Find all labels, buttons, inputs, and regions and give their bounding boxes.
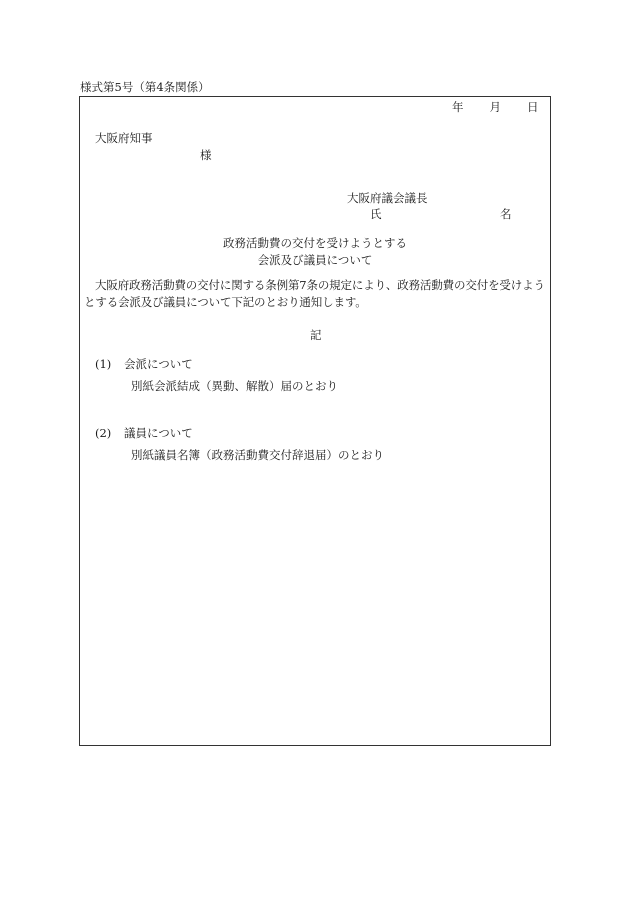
addressee-name: 大阪府知事 xyxy=(95,131,153,145)
date-line xyxy=(452,99,539,116)
item-1-number: (1) xyxy=(95,357,112,371)
notification-body: 大阪府政務活動費の交付に関する条例第7条の規定により、政務活動費の交付を受けようとする会派及び議員について下記のとおり通知します。 xyxy=(84,278,545,310)
subject-line-2: 会派及び議員について xyxy=(257,252,373,267)
item-2-title: 議員について xyxy=(124,426,193,440)
document-subject xyxy=(0,235,630,268)
addressee-honorific: 様 xyxy=(200,148,212,162)
item-2-detail: 別紙議員名簿（政務活動費交付辞退届）のとおり xyxy=(131,448,384,462)
item-1-title: 会派について xyxy=(124,357,193,371)
form-number-label: 様式第5号（第4条関係） xyxy=(80,80,210,94)
subject-line-1: 政務活動費の交付を受けようとする xyxy=(223,236,407,250)
document-frame xyxy=(79,96,551,746)
sender-name-label: 氏 xyxy=(370,207,382,221)
date-month-label: 月 xyxy=(489,100,501,114)
date-year-label: 年 xyxy=(452,100,464,114)
item-2-number: (2) xyxy=(95,426,112,440)
sender-title: 大阪府議会議長 xyxy=(347,191,428,205)
sender-name-suffix: 名 xyxy=(500,207,512,221)
item-1-detail: 別紙会派結成（異動、解散）届のとおり xyxy=(131,379,338,393)
date-day-label: 日 xyxy=(527,100,539,114)
ki-heading: 記 xyxy=(310,328,322,342)
